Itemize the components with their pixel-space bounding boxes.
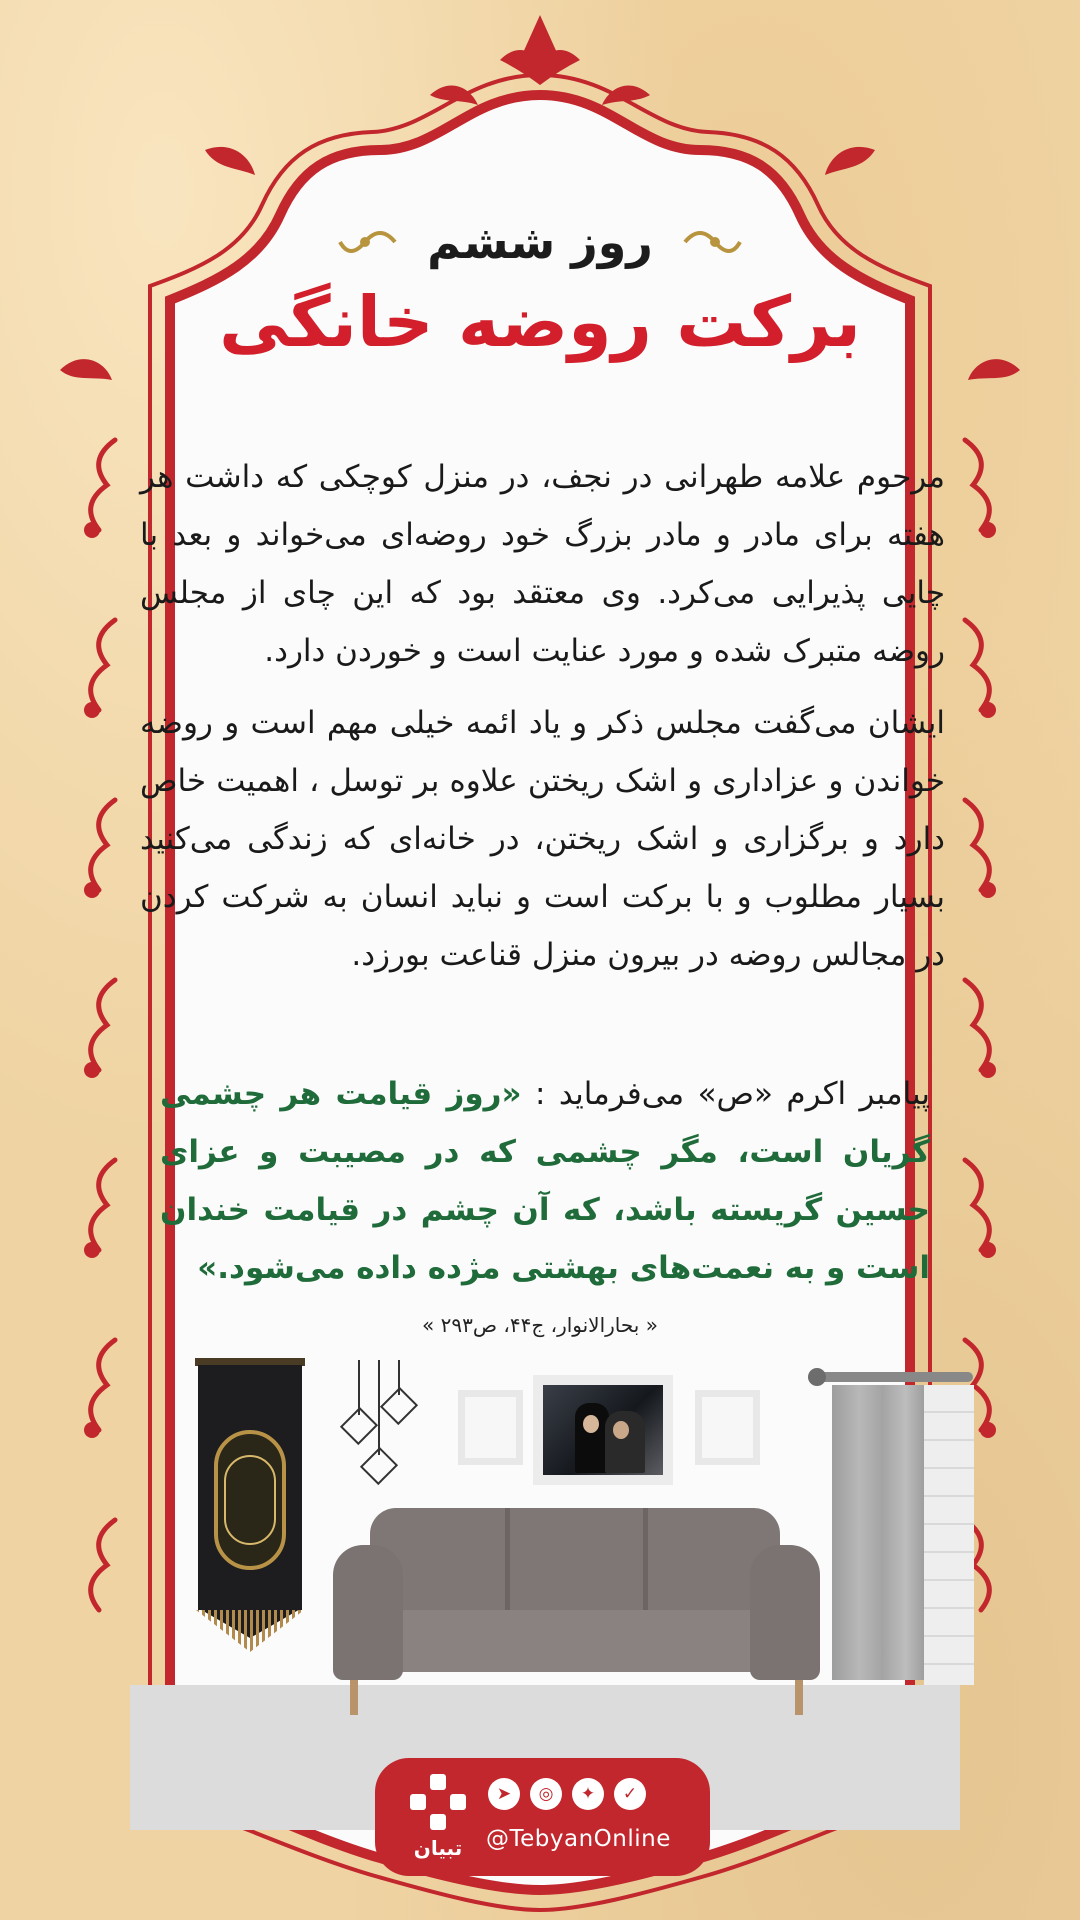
telegram-icon[interactable]: ➤ bbox=[488, 1778, 520, 1810]
tebyan-logo-icon[interactable] bbox=[408, 1772, 468, 1832]
quote-source: « بحارالانوار، ج۴۴، ص۲۹۳ » bbox=[422, 1313, 658, 1337]
lamp-wire bbox=[378, 1360, 380, 1455]
website-icon[interactable]: ✓ bbox=[614, 1778, 646, 1810]
curtain bbox=[832, 1385, 924, 1680]
window-blinds bbox=[924, 1385, 974, 1685]
curtain-rod-end bbox=[808, 1368, 826, 1386]
sofa-seat bbox=[340, 1610, 810, 1672]
quote-intro: پیامبر اکرم «ص» می‌فرماید : bbox=[521, 1076, 930, 1112]
curtain-rod bbox=[808, 1372, 973, 1382]
banner-emblem-inner bbox=[224, 1455, 276, 1545]
twitter-icon[interactable]: ✦ bbox=[572, 1778, 604, 1810]
quote-text: «روز قیامت هر چشمی گریان است، مگر چشمی که در مصیبت و عزای حسین گریسته باشد، که آن چشم در قیامت خندان است و به نعمت‌های بهشتی مژده داده می‌شود.» bbox=[160, 1076, 930, 1286]
day-title: روز ششم bbox=[427, 215, 653, 269]
empty-wall-frame-left bbox=[458, 1390, 523, 1465]
paragraph-1: مرحوم علامه طهرانی در نجف، در منزل کوچکی که داشت هر هفته برای مادر و مادر بزرگ خود روضه‌ای می‌خواند و بعد با چایی پذیرایی می‌کرد. وی معتقد بود که این چای از مجلس روضه متبرک شده و مورد عنایت است و خوردن دارد. bbox=[140, 459, 945, 669]
sofa-arm-left bbox=[333, 1545, 403, 1680]
heading bbox=[0, 215, 1080, 363]
hadith-quote bbox=[160, 1065, 930, 1297]
instagram-icon[interactable]: ◎ bbox=[530, 1778, 562, 1810]
main-title: برکت روضه خانگی bbox=[219, 281, 861, 363]
brand-name[interactable]: تبیان bbox=[413, 1836, 463, 1860]
sofa-arm-right bbox=[750, 1545, 820, 1680]
ornament-left-icon bbox=[335, 222, 405, 262]
body-text bbox=[140, 448, 945, 998]
sofa-leg bbox=[795, 1680, 803, 1715]
sofa-leg bbox=[350, 1680, 358, 1715]
photo-image bbox=[543, 1385, 663, 1475]
social-handle[interactable]: @TebyanOnline bbox=[486, 1826, 671, 1852]
empty-wall-frame-right bbox=[695, 1390, 760, 1465]
paragraph-2: ایشان می‌گفت مجلس ذکر و یاد ائمه خیلی مهم است و روضه خواندن و عزاداری و اشک ریختن علاوه بر توسل ، اهمیت خاص دارد و برگزاری و اشک ریختن، در خانه‌ای که زندگی می‌کنید بسیار مطلوب و با برکت است و نباید انسان به شرکت کردن در مجالس روضه در بیرون منزل قناعت بورزد. bbox=[140, 705, 945, 973]
social-icons bbox=[488, 1778, 646, 1810]
wall-photo bbox=[533, 1375, 673, 1485]
ornament-right-icon bbox=[675, 222, 745, 262]
